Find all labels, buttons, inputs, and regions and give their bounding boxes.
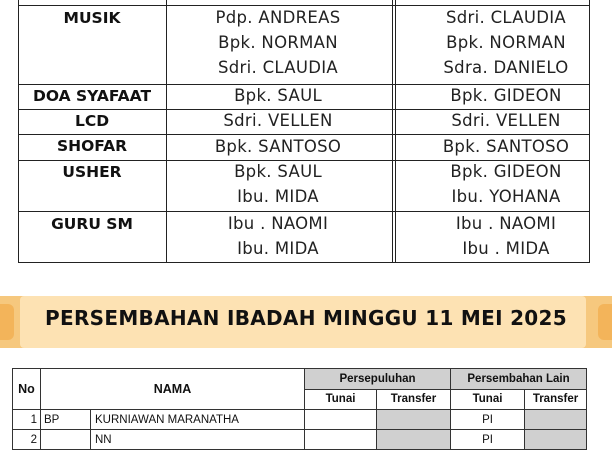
row-name: KURNIAWAN MARANATHA <box>91 410 305 430</box>
schedule-name: Sdri. VELLEN <box>223 111 333 130</box>
row-number: 2 <box>13 430 41 450</box>
row-divider <box>18 262 590 263</box>
schedule-name: Sdra. DANIELO <box>443 58 569 77</box>
schedule-name: Ibu. YOHANA <box>451 187 561 206</box>
cell-persepuluhan-transfer <box>377 410 451 430</box>
table-divider <box>392 0 393 263</box>
schedule-name: Sdri. CLAUDIA <box>445 8 567 27</box>
schedule-name: Ibu. MIDA <box>237 239 319 258</box>
schedule-name: Pdp. ANDREAS <box>215 8 341 27</box>
row-divider <box>18 84 590 85</box>
offering-table <box>12 368 587 450</box>
row-divider <box>18 160 590 161</box>
schedule-name: Bpk. GIDEON <box>450 86 562 105</box>
cell-persepuluhan-tunai <box>305 410 377 430</box>
offering-banner <box>0 296 612 348</box>
schedule-name: Bpk. NORMAN <box>446 33 566 52</box>
role-usher: USHER <box>62 163 122 181</box>
schedule-name: Bpk. GIDEON <box>450 162 562 181</box>
header-no: No <box>13 369 41 410</box>
row-divider <box>18 5 590 6</box>
header-tunai: Tunai <box>451 389 525 410</box>
header-transfer: Transfer <box>377 389 451 410</box>
schedule-name: Sdri. VELLEN <box>451 111 561 130</box>
schedule-name: Bpk. SAUL <box>234 162 322 181</box>
cell-lain-transfer <box>525 410 587 430</box>
banner-title: PERSEMBAHAN IBADAH MINGGU 11 MEI 2025 <box>45 306 567 330</box>
header-persembahan-lain: Persembahan Lain <box>451 369 587 390</box>
cell-lain-tunai: PI <box>451 430 525 450</box>
header-nama: NAMA <box>41 369 305 410</box>
row-number: 1 <box>13 410 41 430</box>
schedule-name: Bpk. NORMAN <box>218 33 338 52</box>
header-tunai: Tunai <box>305 389 377 410</box>
row-prefix: BP <box>41 410 91 430</box>
schedule-name: Bpk. SANTOSO <box>442 137 570 156</box>
row-name: NN <box>91 430 305 450</box>
role-doa-syafaat: DOA SYAFAAT <box>32 87 152 105</box>
header-persepuluhan: Persepuluhan <box>305 369 451 390</box>
table-row <box>13 410 587 430</box>
schedule-name: Ibu . NAOMI <box>455 214 557 233</box>
role-guru-sm: GURU SM <box>51 215 133 233</box>
schedule-name: Sdri. CLAUDIA <box>217 58 339 77</box>
schedule-table <box>18 0 590 263</box>
cell-lain-tunai: PI <box>451 410 525 430</box>
schedule-name: Bpk. SANTOSO <box>214 137 342 156</box>
row-divider <box>18 109 590 110</box>
role-lcd: LCD <box>74 112 110 130</box>
role-musik: MUSIK <box>63 9 121 27</box>
schedule-name: Ibu . MIDA <box>462 239 550 258</box>
role-shofar: SHOFAR <box>56 137 128 155</box>
schedule-name: Ibu. MIDA <box>237 187 319 206</box>
row-divider <box>18 211 590 212</box>
header-transfer: Transfer <box>525 389 587 410</box>
row-divider <box>18 134 590 135</box>
schedule-name: Ibu . NAOMI <box>227 214 329 233</box>
schedule-name: Bpk. SAUL <box>234 86 322 105</box>
